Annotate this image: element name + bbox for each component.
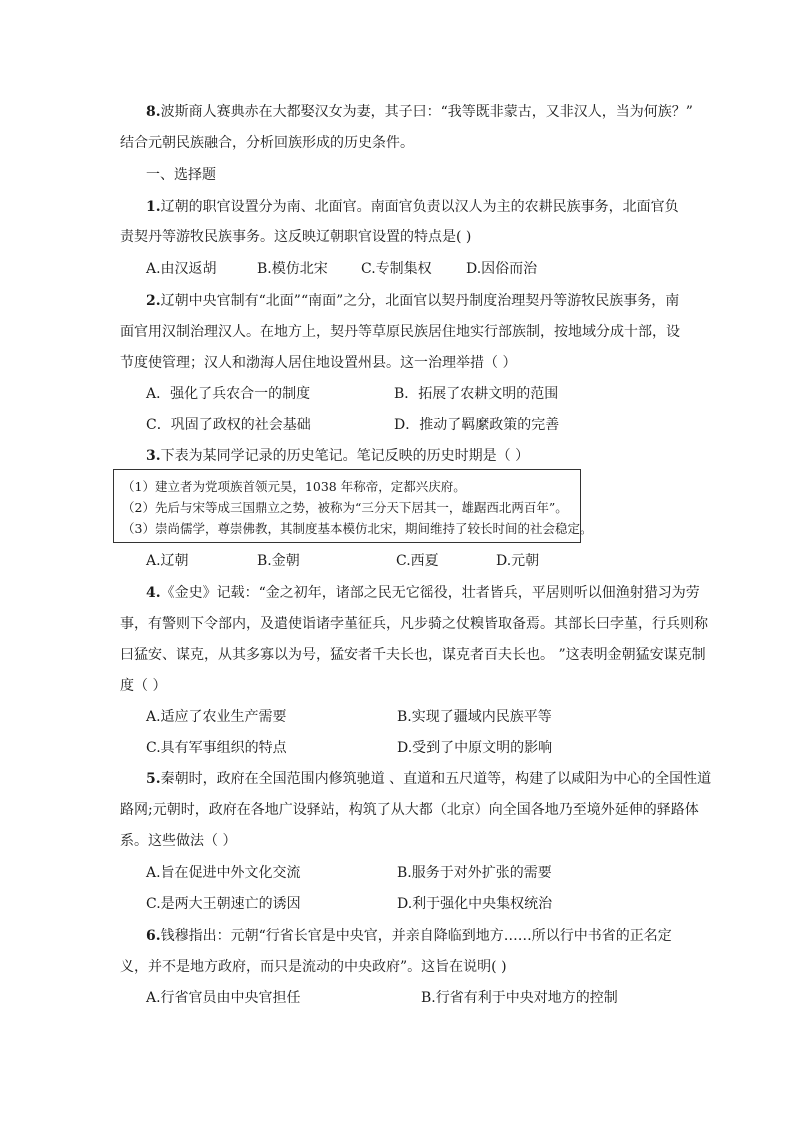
q8-text-1: 波斯商人赛典赤在大都娶汉女为妻，其子曰：“我等既非蒙古，又非汉人，当为何族？”	[160, 104, 693, 120]
q5-line-3: 系。这些做法（ ）	[120, 833, 237, 849]
q1-option-a[interactable]: A.由汉返胡	[146, 261, 217, 277]
q2-line-3: 节度使管理；汉人和渤海人居住地设置州县。这一治理举措（ ）	[120, 355, 517, 371]
note-3: （3）崇尚儒学，尊崇佛教，其制度基本模仿北宋，期间维持了较长时间的社会稳定。	[122, 521, 593, 536]
history-notes-box	[113, 469, 593, 543]
q4-option-a[interactable]: A.适应了农业生产需要	[146, 709, 287, 725]
note-1: （1）建立者为党项族首领元昊，1038 年称帝，定都兴庆府。	[122, 479, 466, 494]
q4-line-1	[146, 583, 700, 603]
q1-number: 1.	[146, 199, 161, 215]
q2-option-a[interactable]: A．强化了兵农合一的制度	[146, 386, 311, 402]
q5-option-a[interactable]: A.旨在促进中外文化交流	[146, 865, 301, 881]
q1-line-2: 责契丹等游牧民族事务。这反映辽朝职官设置的特点是( )	[120, 229, 472, 245]
q6-line-1	[146, 926, 672, 946]
q5-option-c[interactable]: C.是两大王朝速亡的诱因	[146, 896, 301, 912]
q2-option-c[interactable]: C．巩固了政权的社会基础	[146, 417, 311, 433]
q5-line-2: 路网;元朝时，政府在各地广设驿站，构筑了从大都（北京）向全国各地乃至境外延伸的驿路体	[120, 802, 699, 818]
q4-line-3: 曰猛安、谋克，从其多寡以为号，猛安者千夫长也，谋克者百夫长也。 ”这表明金朝猛安谋克制	[120, 647, 706, 663]
q2-text-1: 辽朝中央官制有“北面”“南面”之分，北面官以契丹制度治理契丹等游牧民族事务，南	[160, 293, 680, 309]
q3-line-1	[146, 446, 529, 466]
q4-line-4: 度（ ）	[120, 678, 167, 694]
q4-text-1: 《金史》记载：“金之初年，诸部之民无它徭役，壮者皆兵，平居则听以佃渔射猎习为劳	[160, 585, 700, 601]
q8-number: 8.	[146, 104, 161, 120]
q1-option-c[interactable]: C.专制集权	[361, 261, 432, 277]
q6-number: 6.	[146, 928, 161, 944]
q2-option-b[interactable]: B．拓展了农耕文明的范围	[394, 386, 559, 402]
q5-option-d[interactable]: D.利于强化中央集权统治	[397, 896, 553, 912]
q6-option-b[interactable]: B.行省有利于中央对地方的控制	[421, 990, 618, 1006]
q4-option-c[interactable]: C.具有军事组织的特点	[146, 740, 287, 756]
q2-option-d[interactable]: D．推动了羁縻政策的完善	[394, 417, 560, 433]
q2-line-1	[146, 291, 679, 311]
q4-option-b[interactable]: B.实现了疆域内民族平等	[397, 709, 552, 725]
q1-option-d[interactable]: D.因俗而治	[466, 261, 538, 277]
q2-number: 2.	[146, 293, 161, 309]
q1-text-1: 辽朝的职官设置分为南、北面官。南面官负责以汉人为主的农耕民族事务，北面官负	[160, 199, 679, 215]
q3-number: 3.	[146, 448, 161, 464]
q8-line-1	[146, 102, 693, 122]
q3-option-a[interactable]: A.辽朝	[146, 553, 189, 569]
q4-number: 4.	[146, 585, 161, 601]
q1-option-b[interactable]: B.模仿北宋	[257, 261, 328, 277]
q6-option-a[interactable]: A.行省官员由中央官担任	[146, 990, 301, 1006]
section-heading: 一、选择题	[146, 167, 216, 183]
q3-text-1: 下表为某同学记录的历史笔记。笔记反映的历史时期是（ ）	[160, 448, 530, 464]
q5-line-1	[146, 769, 711, 789]
note-2: （2）先后与宋等成三国鼎立之势，被称为“三分天下居其一，雄踞西北两百年”。	[122, 500, 568, 515]
q3-option-d[interactable]: D.元朝	[496, 553, 540, 569]
q5-number: 5.	[146, 771, 161, 787]
q2-line-2: 面官用汉制治理汉人。在地方上，契丹等草原民族居住地实行部族制，按地域分成十部，设	[120, 324, 680, 340]
q5-option-b[interactable]: B.服务于对外扩张的需要	[397, 865, 552, 881]
q6-line-2: 义，并不是地方政府，而只是流动的中央政府”。这旨在说明( )	[120, 959, 507, 975]
q3-option-b[interactable]: B.金朝	[257, 553, 300, 569]
q4-line-2: 事，有警则下令部内，及遣使诣诸孛堇征兵，凡步骑之仗糗皆取备焉。其部长曰孛堇，行兵则称	[120, 616, 708, 632]
q1-line-1	[146, 197, 679, 217]
q3-option-c[interactable]: C.西夏	[396, 553, 439, 569]
q8-line-2: 结合元朝民族融合，分析回族形成的历史条件。	[120, 135, 414, 151]
q5-text-1: 秦朝时，政府在全国范围内修筑驰道 、直道和五尺道等，构建了以咸阳为中心的全国性道	[160, 771, 712, 787]
q4-option-d[interactable]: D.受到了中原文明的影响	[397, 740, 553, 756]
q6-text-1: 钱穆指出：元朝“行省长官是中央官，并亲自降临到地方……所以行中书省的正名定	[160, 928, 672, 944]
